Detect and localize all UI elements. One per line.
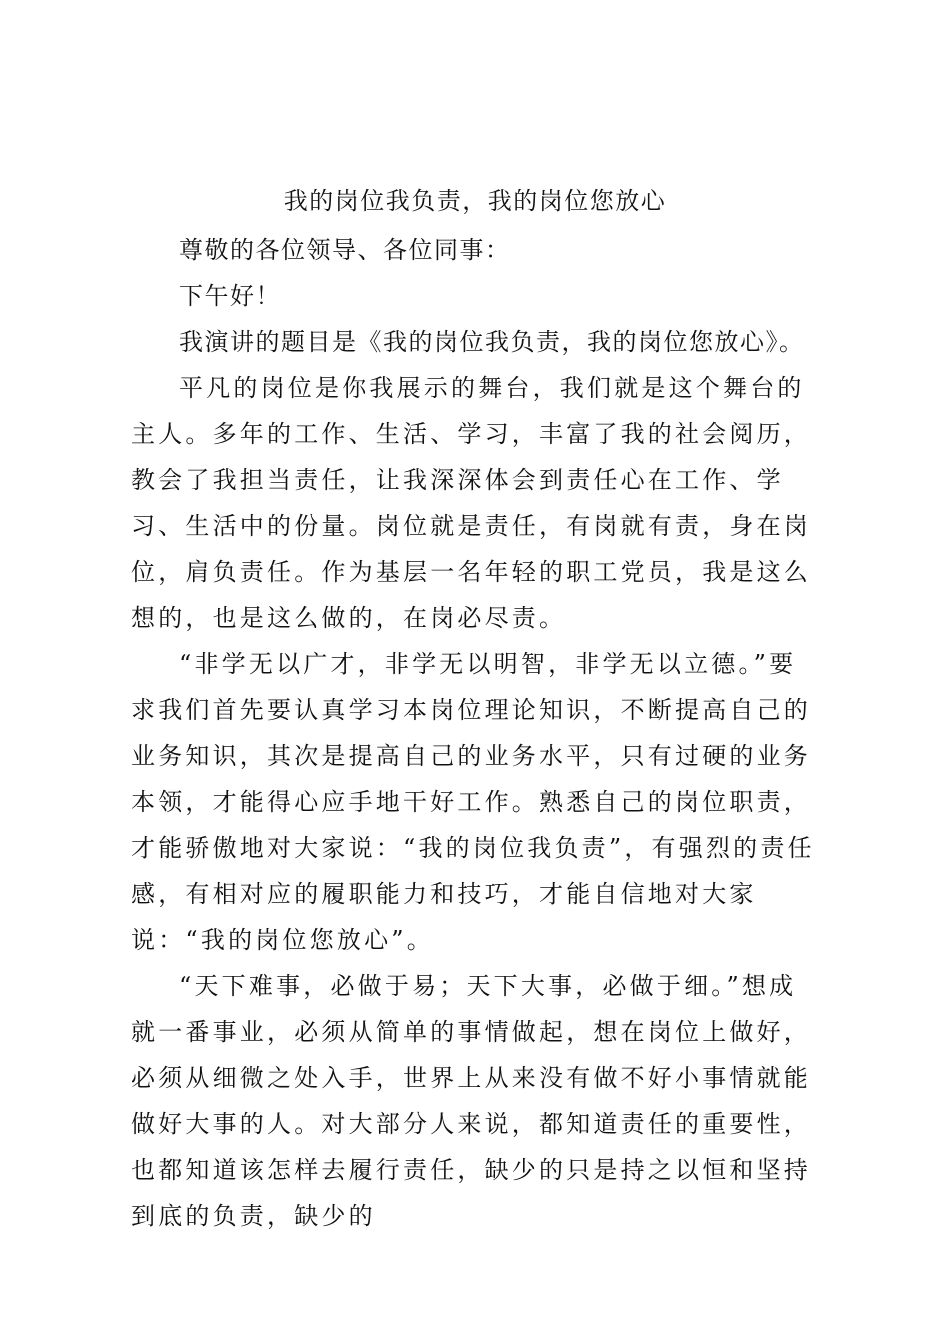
document-body <box>131 227 821 1239</box>
paragraph-3: “天下难事，必做于易；天下大事，必做于细。”想成就一番事业，必须从简单的事情做起，想在岗位上做好，必须从细微之处入手，世界上从来没有做不好小事情就能做好大事的人。对大部分人来说，都知道责任的重要性，也都知道该怎样去履行责任，缺少的只是持之以恒和坚持到底的负责，缺少的 <box>131 972 811 1230</box>
paragraph-2: “非学无以广才，非学无以明智，非学无以立德。”要求我们首先要认真学习本岗位理论知识，不断提高自己的业务知识，其次是提高自己的业务水平，只有过硬的业务本领，才能得心应手地干好工作。熟悉自己的岗位职责，才能骄傲地对大家说：“我的岗位我负责”，有强烈的责任感，有相对应的履职能力和技巧，才能自信地对大家说：“我的岗位您放心”。 <box>131 650 815 954</box>
paragraph-1: 平凡的岗位是你我展示的舞台，我们就是这个舞台的主人。多年的工作、生活、学习，丰富了我的社会阅历，教会了我担当责任，让我深深体会到责任心在工作、学习、生活中的份量。岗位就是责任，有岗就有责，身在岗位，肩负责任。作为基层一名年轻的职工党员，我是这么想的，也是这么做的，在岗必尽责。 <box>131 374 811 632</box>
speech-topic: 我演讲的题目是《我的岗位我负责，我的岗位您放心》。 <box>179 328 805 356</box>
salutation: 尊敬的各位领导、各位同事： <box>179 236 511 264</box>
document-title: 我的岗位我负责，我的岗位您放心 <box>283 187 667 215</box>
greeting: 下午好！ <box>179 282 281 310</box>
